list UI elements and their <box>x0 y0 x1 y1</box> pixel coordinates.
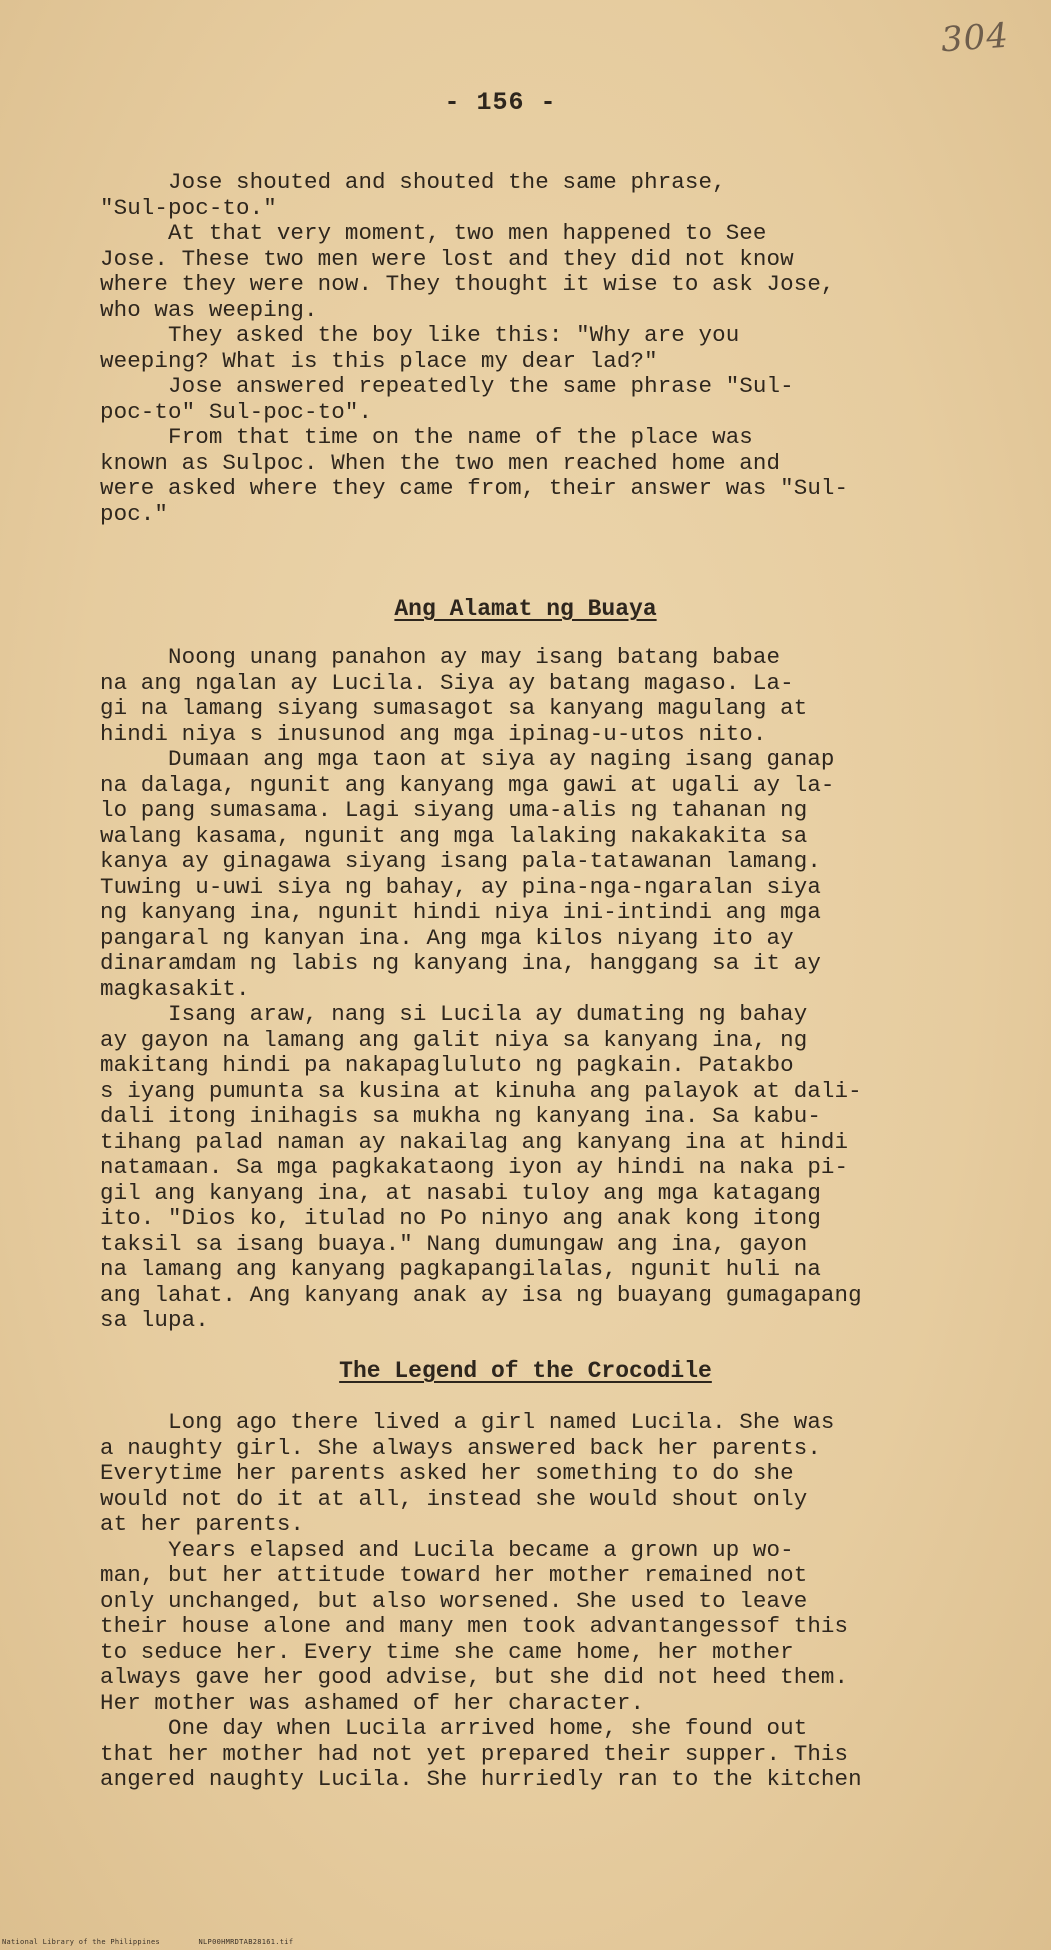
text-line: gil ang kanyang ina, at nasabi tuloy ang mga katagang <box>100 1179 821 1206</box>
text-line: that her mother had not yet prepared their supper. This <box>100 1740 849 1767</box>
text-line: poc." <box>100 500 169 527</box>
text-line: One day when Lucila arrived home, she found out <box>100 1715 808 1741</box>
text-line: angered naughty Lucila. She hurriedly ran to the kitchen <box>100 1766 862 1792</box>
text-line: man, but her attitude toward her mother remained not <box>100 1562 808 1588</box>
text-line: magkasakit. <box>100 975 250 1002</box>
text-line: sa lupa. <box>100 1307 209 1333</box>
text-line: would not do it at all, instead she would shout only <box>100 1485 808 1512</box>
heading-ang-alamat-ng-buaya: Ang Alamat ng Buaya <box>394 596 657 622</box>
text-line: their house alone and many men took advantangessof this <box>100 1613 849 1639</box>
text-line: who was weeping. <box>100 296 318 323</box>
text-line: Jose answered repeatedly the same phrase "Sul- <box>100 373 794 399</box>
folio-handwritten-number: 304 <box>939 15 1011 61</box>
text-line: From that time on the name of the place was <box>100 424 753 450</box>
text-line: na dalaga, ngunit ang kanyang mga gawi at ugali ay la- <box>100 771 835 798</box>
text-line: ay gayon na lamang ang galit niya sa kanyang ina, ng <box>100 1026 808 1053</box>
text-line: pangaral ng kanyan ina. Ang mga kilos niyang ito ay <box>100 924 794 951</box>
text-line: makitang hindi pa nakapagluluto ng pagkain. Patakbo <box>100 1052 794 1078</box>
text-line: dali itong inihagis sa mukha ng kanyang ina. Sa kabu- <box>100 1103 821 1129</box>
paragraph-jose-sulpoc <box>100 170 1000 527</box>
footer-library-name: National Library of the Philippines <box>2 1938 161 1946</box>
text-line: to seduce her. Every time she came home, her mother <box>100 1638 794 1665</box>
text-line: Noong unang panahon ay may isang batang babae <box>100 644 781 670</box>
text-line: Everytime her parents asked her something to do she <box>100 1460 794 1486</box>
text-line: Long ago there lived a girl named Lucila. She was <box>100 1409 835 1435</box>
tagalog-legend-text <box>100 645 1000 1334</box>
text-line: At that very moment, two men happened to See <box>100 220 767 246</box>
text-line: Dumaan ang mga taon at siya ay naging isang ganap <box>100 746 835 772</box>
text-line: Years elapsed and Lucila became a grown up wo- <box>100 1536 794 1563</box>
heading-legend-of-the-crocodile: The Legend of the Crocodile <box>339 1358 712 1384</box>
text-line: ang lahat. Ang kanyang anak ay isa ng buayang gumagapang <box>100 1281 862 1308</box>
scan-footer <box>2 1938 327 1946</box>
text-line: Tuwing u-uwi siya ng bahay, ay pina-nga-ngaralan siya <box>100 873 821 900</box>
text-line: lo pang sumasama. Lagi siyang uma-alis ng tahanan ng <box>100 797 808 823</box>
text-line: s iyang pumunta sa kusina at kinuha ang palayok at dali- <box>100 1077 862 1104</box>
text-line: a naughty girl. She always answered back her parents. <box>100 1434 821 1461</box>
text-line: dinaramdam ng labis ng kanyang ina, hanggang sa it ay <box>100 950 821 976</box>
footer-file-id: NLP00HMRDTAB28161.tif <box>198 1938 294 1946</box>
text-line: natamaan. Sa mga pagkakataong iyon ay hindi na naka pi- <box>100 1154 849 1180</box>
text-line: taksil sa isang buaya." Nang dumungaw ang ina, gayon <box>100 1230 808 1257</box>
text-line: known as Sulpoc. When the two men reached home and <box>100 449 781 476</box>
text-line: Isang araw, nang si Lucila ay dumating ng bahay <box>100 1001 808 1027</box>
text-line: gi na lamang siyang sumasagot sa kanyang magulang at <box>100 695 808 721</box>
text-line: "Sul-poc-to." <box>100 194 277 221</box>
text-line: only unchanged, but also worsened. She used to leave <box>100 1587 808 1614</box>
text-line: at her parents. <box>100 1511 305 1537</box>
text-line: ng kanyang ina, ngunit hindi niya ini-intindi ang mga <box>100 899 821 925</box>
text-line: weeping? What is this place my dear lad?" <box>100 347 658 374</box>
text-line: na ang ngalan ay Lucila. Siya ay batang magaso. La- <box>100 669 794 696</box>
text-line: They asked the boy like this: "Why are you <box>100 322 740 348</box>
text-line: kanya ay ginagawa siyang isang pala-tatawanan lamang. <box>100 848 821 874</box>
text-line: na lamang ang kanyang pagkapangilalas, ngunit huli na <box>100 1256 821 1282</box>
page-number: - 156 - <box>444 88 557 117</box>
text-line: ito. "Dios ko, itulad no Po ninyo ang anak kong itong <box>100 1205 821 1231</box>
text-line: walang kasama, ngunit ang mga lalaking nakakakita sa <box>100 822 808 849</box>
text-line: hindi niya s inusunod ang mga ipinag-u-utos nito. <box>100 720 767 747</box>
text-line: were asked where they came from, their answer was "Sul- <box>100 475 849 501</box>
english-legend-text <box>100 1410 1000 1793</box>
text-line: always gave her good advise, but she did not heed them. <box>100 1664 849 1690</box>
text-line: Jose. These two men were lost and they did not know <box>100 245 794 272</box>
text-line: tihang palad naman ay nakailag ang kanyang ina at hindi <box>100 1128 849 1155</box>
text-line: where they were now. They thought it wise to ask Jose, <box>100 271 835 297</box>
text-line: Jose shouted and shouted the same phrase, <box>100 169 726 195</box>
text-line: Her mother was ashamed of her character. <box>100 1689 645 1716</box>
text-line: poc-to" Sul-poc-to". <box>100 398 373 425</box>
